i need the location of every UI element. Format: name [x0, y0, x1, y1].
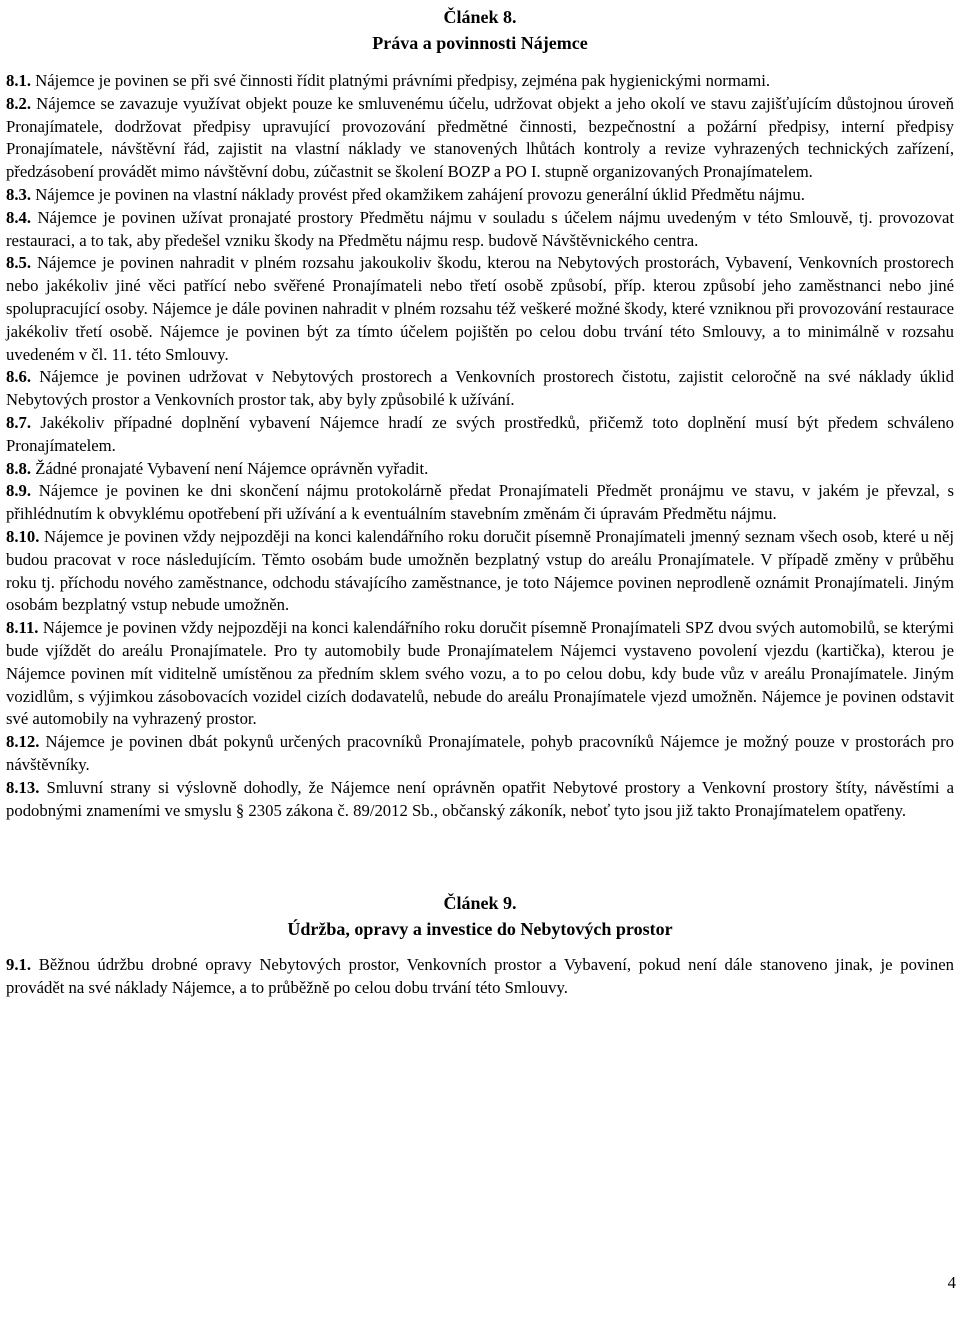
clause-number: 8.8. [6, 458, 32, 478]
clause-text: Žádné pronajaté Vybavení není Nájemce oprávněn vyřadit. [35, 458, 429, 478]
clause-text: Nájemce je povinen dbát pokynů určených pracovníků Pronajímatele, pohyb pracovníků Nájemce je možný pouze v prostorách pro návštěvníky. [6, 732, 955, 774]
article-8-title: Článek 8. [443, 7, 517, 27]
document-page [6, 0, 954, 1000]
clause-text: Nájemce se zavazuje využívat objekt pouze ke smluvenému účelu, udržovat objekt a jeho okolí ve stavu zajišťujícím důstojnou úroveň Pronajímatele, dodržovat předpisy upravující provozování předmětné činnosti, bezpečnostní a požární předpisy, interní předpisy Pronajímatele, návštěvní řád, zajistit na vlastní náklady ve stanovených lhůtách kontroly a revize vyhrazených technických zařízení, předzásobení provádět mimo návštěvní dobu, zúčastnit se školení BOZP a PO I. stupně organizovaných Pronajímatelem. [6, 93, 954, 182]
clause-8-11 [6, 617, 954, 731]
clause-number: 8.1. [6, 71, 32, 90]
clause-8-8 [6, 458, 954, 481]
clause-number: 8.6. [6, 367, 32, 387]
clause-number: 8.10. [6, 526, 40, 546]
article-9-title: Článek 9. [443, 893, 517, 914]
clause-8-4 [6, 207, 954, 253]
clause-number: 8.7. [6, 412, 32, 432]
clause-8-9 [6, 480, 954, 526]
clause-number: 8.13. [6, 777, 40, 797]
clause-text: Nájemce je povinen nahradit v plném rozsahu jakoukoliv škodu, kterou na Nebytových prostorách, Vybavení, Venkovních prostorech nebo jakékoliv jiné věci patřící nebo svěřené Pronajímateli nebo třetí osobě způsobí, příp. kterou způsobí jeho zaměstnanci nebo jiné spolupracující osoby. Nájemce je dále povinen nahradit v plném rozsahu též veškeré možné škody, které vzniknou při provozování restaurace jakékoliv třetí osobě. Nájemce je povinen být za tímto účelem pojištěn po celou dobu trvání této Smlouvy, a to minimálně v rozsahu uvedeném v čl. 11. této Smlouvy. [6, 253, 955, 364]
heading-spacer [6, 942, 954, 954]
clause-text: Nájemce je povinen na vlastní náklady provést před okamžikem zahájení provozu generální úklid Předmětu nájmu. [35, 184, 805, 204]
clause-8-13 [6, 777, 954, 823]
page-number: 4 [947, 1273, 956, 1292]
clause-text: Nájemce je povinen vždy nejpozději na konci kalendářního roku doručit písemně Pronajímateli jmenný seznam všech osob, které u něj budou pracovat v roce následujícím. Těmto osobám bude umožněn bezplatný vstup do areálu Pronajímatele. V případě změny v průběhu roku tj. příchodu nového zaměstnance, odchodu stávajícího zaměstnance, je toto Nájemce povinen neprodleně oznámit Pronajímateli. Jiným osobám bezplatný vstup nebude umožněn. [6, 526, 955, 615]
clause-9-1 [6, 954, 954, 1000]
article-9-subtitle: Údržba, opravy a investice do Nebytových prostor [287, 919, 673, 940]
clause-number: 8.5. [6, 253, 32, 273]
clause-text: Nájemce je povinen ke dni skončení nájmu protokolárně předat Pronajímateli Předmět pronájmu ve stavu, v jakém je převzal, s přihlédnutím k obvyklému opotřebení při užívání a k eventuálním stavebním změnám či úpravám Předmětu nájmu. [6, 481, 954, 524]
clause-8-3 [6, 184, 954, 207]
clause-8-2 [6, 93, 954, 184]
clause-number: 8.12. [6, 732, 40, 752]
clause-number: 8.4. [6, 207, 32, 227]
clause-number: 8.9. [6, 481, 32, 501]
clause-number: 8.11. [6, 618, 39, 638]
clause-8-12 [6, 731, 954, 777]
clause-text: Nájemce je povinen vždy nejpozději na konci kalendářního roku doručit písemně Pronajímateli SPZ dvou svých automobilů, se kterými bude vjíždět do areálu Pronajímatele. Pro ty automobily bude Pronajímatelem Nájemci vystaveno povolení vjezdu (kartička), kterou je Nájemce povinen mít viditelně umístěnou za předním sklem svého vozu, a to po celou dobu, kdy bude vůz v areálu Pronajímatele. Jiným vozidlům, s výjimkou zásobovacích vozidel cizích dodavatelů, nebude do areálu Pronajímatele vjezd umožněn. Nájemce je povinen odstavit své automobily na vyhrazený prostor. [6, 618, 955, 729]
clause-number: 9.1. [6, 955, 32, 975]
clause-number: 8.2. [6, 93, 32, 113]
clause-8-6 [6, 366, 954, 412]
article-9-clauses [6, 954, 954, 1000]
article-8-subtitle: Práva a povinnosti Nájemce [372, 33, 588, 53]
clause-text: Běžnou údržbu drobné opravy Nebytových prostor, Venkovních prostor a Vybavení, pokud není dále stanoveno jinak, je povinen provádět na své náklady Nájemce, a to průběžně po celou dobu trvání této Smlouvy. [6, 955, 954, 998]
clause-8-5 [6, 252, 954, 366]
clause-text: Nájemce je povinen udržovat v Nebytových prostorech a Venkovních prostorech čistotu, zajistit celoročně na své náklady úklid Nebytových prostor a Venkovních prostor tak, aby byly způsobilé k užívání. [6, 367, 954, 410]
clause-8-1 [6, 70, 954, 93]
clause-text: Nájemce je povinen se při své činnosti řídit platnými právními předpisy, zejména pak hygienickými normami. [35, 71, 771, 90]
clause-text: Smluvní strany si výslovně dohodly, že Nájemce není oprávněn opatřit Nebytové prostory a Venkovní prostory štíty, návěstími a podobnými znameními ve smyslu § 2305 zákona č. 89/2012 Sb., občanský zákoník, neboť tyto jsou již takto Pronajímatelem opatřeny. [6, 777, 954, 820]
section-spacer [6, 822, 954, 890]
clause-8-7 [6, 412, 954, 458]
clause-number: 8.3. [6, 184, 32, 204]
clause-text: Jakékoliv případné doplnění vybavení Nájemce hradí ze svých prostředků, přičemž toto doplnění musí být předem schváleno Pronajímatelem. [6, 412, 955, 455]
clause-8-10 [6, 526, 954, 617]
clause-text: Nájemce je povinen užívat pronajaté prostory Předmětu nájmu v souladu s účelem nájmu uvedeným v této Smlouvě, tj. provozovat restauraci, a to tak, aby předešel vzniku škody na Předmětu nájmu resp. budově Návštěvnického centra. [6, 207, 955, 250]
article-8-clauses [6, 70, 954, 822]
